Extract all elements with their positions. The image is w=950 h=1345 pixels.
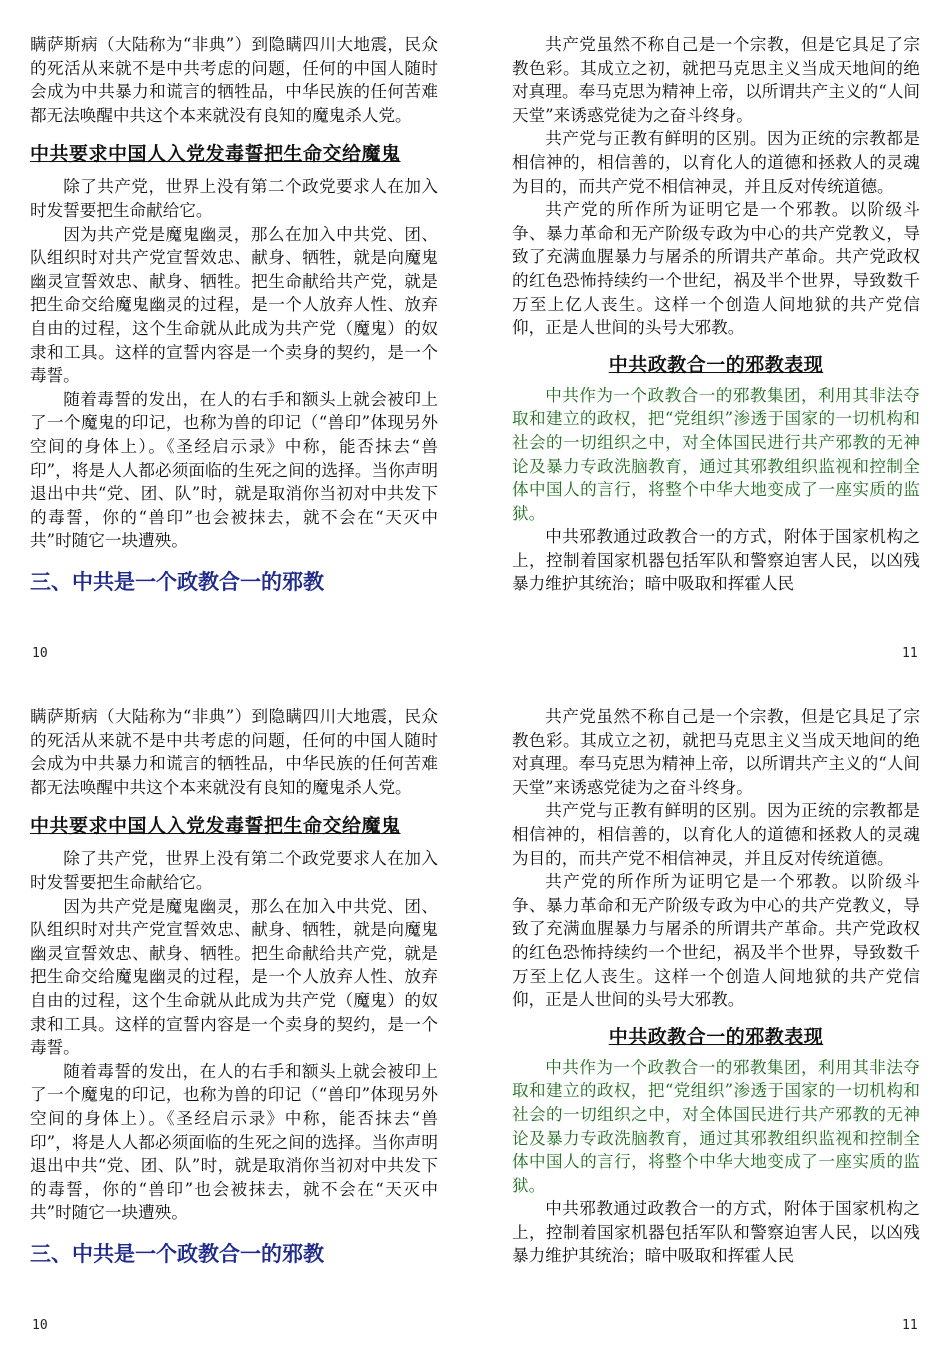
paragraph: 除了共产党，世界上没有第二个政党要求人在加入时发誓要把生命献给它。 [30,177,438,220]
section-heading: 中共要求中国人入党发毒誓把生命交给魔鬼 [30,815,401,838]
paragraph: 瞒萨斯病（大陆称为“非典”）到隐瞒四川大地震，民众的死活从来就不是中共考虑的问题，任何的中国人随时会成为中共暴力和谎言的牺牲品，中华民族的任何苦难都无法唤醒中共这个本来就没有良知的魔鬼杀人党。 [30,35,438,125]
section-heading: 中共政教合一的邪教表现 [608,353,824,376]
page-right [512,672,920,1344]
paragraph: 随着毒誓的发出，在人的右手和额头上就会被印上了一个魔鬼的印记，也称为兽的印记（“兽印”体现另外空间的身体上）。《圣经启示录》中称，能否抹去“兽印”，将是人人都必须面临的生死之间的选择。当你声明退出中共“党、团、队”时，就是取消你当初对中共发下的毒誓，你的“兽印”也会被抹去，就不会在“天灭中共”时随它一块遭殃。 [30,1061,438,1223]
page-number: 11 [902,1318,918,1333]
page-left [30,672,438,1344]
paragraph: 共产党与正教有鲜明的区别。因为正统的宗教都是相信神的，相信善的，以育化人的道德和拯救人的灵魂为目的，而共产党不相信神灵，并且反对传统道德。 [512,801,920,868]
paragraph: 因为共产党是魔鬼幽灵，那么在加入中共党、团、队组织时对共产党宣誓效忠、献身、牺牲，就是向魔鬼幽灵宣誓效忠、献身、牺牲。把生命献给共产党，就是把生命交给魔鬼幽灵的过程，是一个人放弃人性、放弃自由的过程，这个生命就从此成为共产党（魔鬼）的奴隶和工具。这样的宣誓内容是一个卖身的契约，是一个毒誓。 [30,896,438,1058]
chapter-heading: 三、中共是一个政教合一的邪教 [30,1241,324,1266]
section-heading: 中共要求中国人入党发毒誓把生命交给魔鬼 [30,143,401,166]
spread-top [0,0,950,672]
page-number: 10 [32,646,48,661]
paragraph-highlight: 中共作为一个政教合一的邪教集团，利用其非法夺取和建立的政权，把“党组织”渗透于国家的一切机构和社会的一切组织之中，对全体国民进行共产邪教的无神论及暴力专政洗脑教育，通过其邪教组织监视和控制全体中国人的言行，将整个中华大地变成了一座实质的监狱。 [512,385,920,523]
page-number: 11 [902,646,918,661]
paragraph: 共产党与正教有鲜明的区别。因为正统的宗教都是相信神的，相信善的，以育化人的道德和拯救人的灵魂为目的，而共产党不相信神灵，并且反对传统道德。 [512,129,920,196]
paragraph: 随着毒誓的发出，在人的右手和额头上就会被印上了一个魔鬼的印记，也称为兽的印记（“兽印”体现另外空间的身体上）。《圣经启示录》中称，能否抹去“兽印”，将是人人都必须面临的生死之间的选择。当你声明退出中共“党、团、队”时，就是取消你当初对中共发下的毒誓，你的“兽印”也会被抹去，就不会在“天灭中共”时随它一块遭殃。 [30,389,438,551]
page-left [30,0,438,672]
paragraph: 共产党虽然不称自己是一个宗教，但是它具足了宗教色彩。其成立之初，就把马克思主义当成天地间的绝对真理。奉马克思为精神上帝，以所谓共产主义的“人间天堂”来诱惑党徒为之奋斗终身。 [512,707,920,797]
paragraph: 中共邪教通过政教合一的方式，附体于国家机构之上，控制着国家机器包括军队和警察迫害人民，以凶残暴力维护其统治；暗中吸取和挥霍人民 [512,527,920,594]
paragraph: 中共邪教通过政教合一的方式，附体于国家机构之上，控制着国家机器包括军队和警察迫害人民，以凶残暴力维护其统治；暗中吸取和挥霍人民 [512,1199,920,1266]
paragraph: 瞒萨斯病（大陆称为“非典”）到隐瞒四川大地震，民众的死活从来就不是中共考虑的问题，任何的中国人随时会成为中共暴力和谎言的牺牲品，中华民族的任何苦难都无法唤醒中共这个本来就没有良知的魔鬼杀人党。 [30,707,438,797]
page-number: 10 [32,1318,48,1333]
chapter-heading: 三、中共是一个政教合一的邪教 [30,569,324,594]
paragraph: 共产党虽然不称自己是一个宗教，但是它具足了宗教色彩。其成立之初，就把马克思主义当成天地间的绝对真理。奉马克思为精神上帝，以所谓共产主义的“人间天堂”来诱惑党徒为之奋斗终身。 [512,35,920,125]
paragraph: 因为共产党是魔鬼幽灵，那么在加入中共党、团、队组织时对共产党宣誓效忠、献身、牺牲，就是向魔鬼幽灵宣誓效忠、献身、牺牲。把生命献给共产党，就是把生命交给魔鬼幽灵的过程，是一个人放弃人性、放弃自由的过程，这个生命就从此成为共产党（魔鬼）的奴隶和工具。这样的宣誓内容是一个卖身的契约，是一个毒誓。 [30,224,438,386]
paragraph: 共产党的所作所为证明它是一个邪教。以阶级斗争、暴力革命和无产阶级专政为中心的共产党教义，导致了充满血腥暴力与屠杀的所谓共产革命。共产党政权的红色恐怖持续约一个世纪，祸及半个世界，导致数千万至上亿人丧生。这样一个创造人间地狱的共产党信仰，正是人世间的头号大邪教。 [512,200,920,338]
paragraph: 除了共产党，世界上没有第二个政党要求人在加入时发誓要把生命献给它。 [30,849,438,892]
section-heading: 中共政教合一的邪教表现 [608,1025,824,1048]
spread-bottom [0,672,950,1344]
paragraph: 共产党的所作所为证明它是一个邪教。以阶级斗争、暴力革命和无产阶级专政为中心的共产党教义，导致了充满血腥暴力与屠杀的所谓共产革命。共产党政权的红色恐怖持续约一个世纪，祸及半个世界，导致数千万至上亿人丧生。这样一个创造人间地狱的共产党信仰，正是人世间的头号大邪教。 [512,872,920,1010]
paragraph-highlight: 中共作为一个政教合一的邪教集团，利用其非法夺取和建立的政权，把“党组织”渗透于国家的一切机构和社会的一切组织之中，对全体国民进行共产邪教的无神论及暴力专政洗脑教育，通过其邪教组织监视和控制全体中国人的言行，将整个中华大地变成了一座实质的监狱。 [512,1057,920,1195]
page-right [512,0,920,672]
